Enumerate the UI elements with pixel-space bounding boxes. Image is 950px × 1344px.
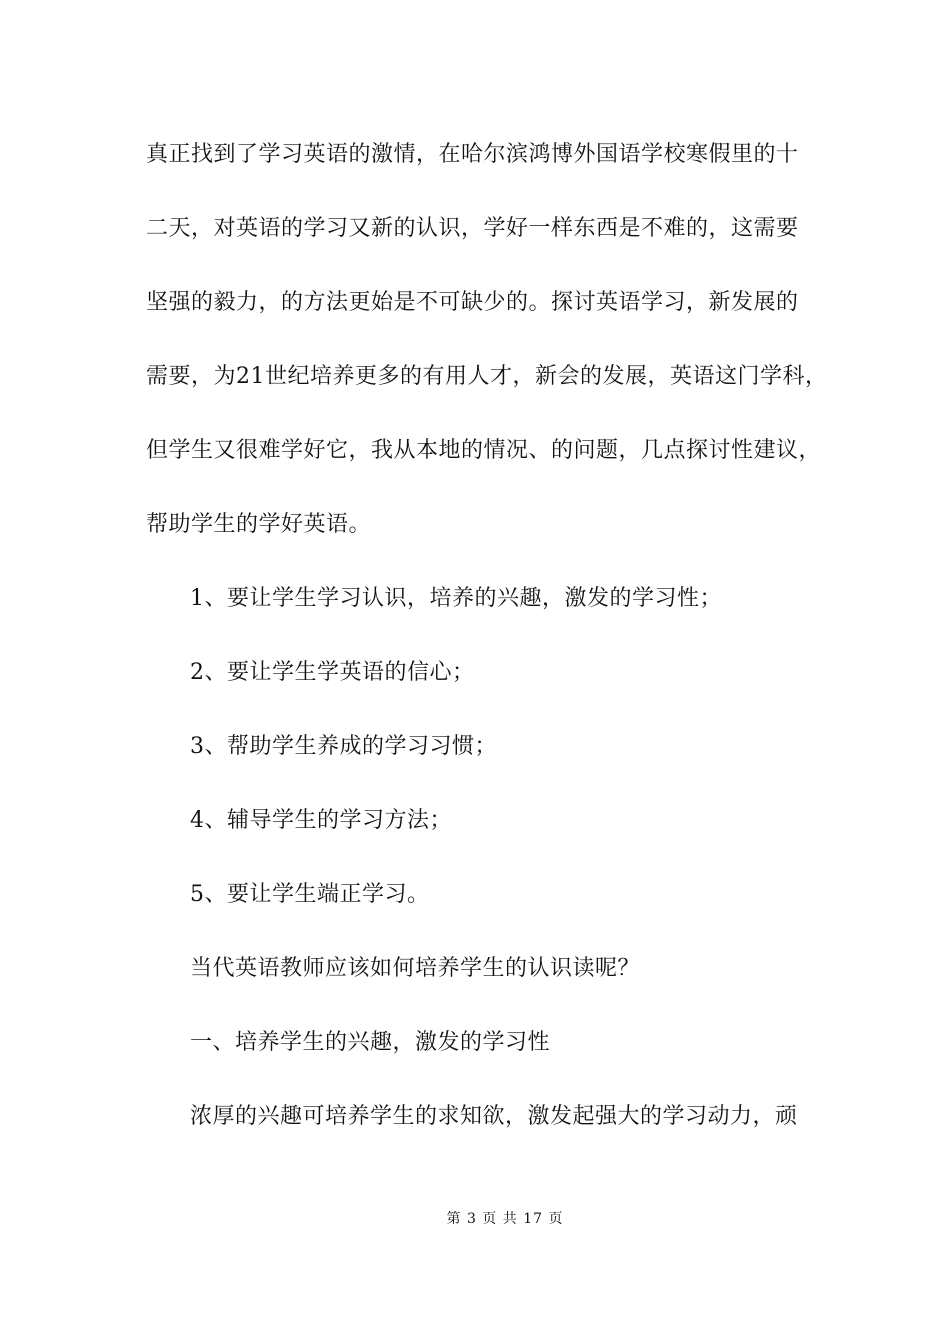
list-item: 1、要让学生学习认识，培养的兴趣，激发的学习性； bbox=[190, 586, 722, 611]
paragraph-line: 坚强的毅力，的方法更始是不可缺少的。探讨英语学习，新发展的 bbox=[146, 290, 799, 315]
question-line: 当代英语教师应该如何培养学生的认识读呢？ bbox=[190, 956, 641, 981]
paragraph-line: 需要，为21世纪培养更多的有用人才，新会的发展，英语这门学科， bbox=[146, 364, 828, 389]
list-item: 4、辅导学生的学习方法； bbox=[190, 808, 452, 833]
list-item: 3、帮助学生养成的学习习惯； bbox=[190, 734, 497, 759]
paragraph-line: 二天，对英语的学习又新的认识，学好一样东西是不难的，这需要 bbox=[146, 216, 799, 241]
list-item: 5、要让学生端正学习。 bbox=[190, 882, 430, 907]
paragraph-line: 真正找到了学习英语的激情，在哈尔滨鸿博外国语学校寒假里的十 bbox=[146, 142, 799, 167]
page-number-footer: 第 3 页 共 17 页 bbox=[446, 1211, 564, 1227]
paragraph-line: 但学生又很难学好它，我从本地的情况、的问题，几点探讨性建议， bbox=[146, 438, 822, 463]
section-heading: 一、培养学生的兴趣，激发的学习性 bbox=[190, 1030, 551, 1055]
paragraph-line: 帮助学生的学好英语。 bbox=[146, 512, 372, 537]
body-line: 浓厚的兴趣可培养学生的求知欲，激发起强大的学习动力，顽 bbox=[190, 1104, 798, 1129]
list-item: 2、要让学生学英语的信心； bbox=[190, 660, 475, 685]
